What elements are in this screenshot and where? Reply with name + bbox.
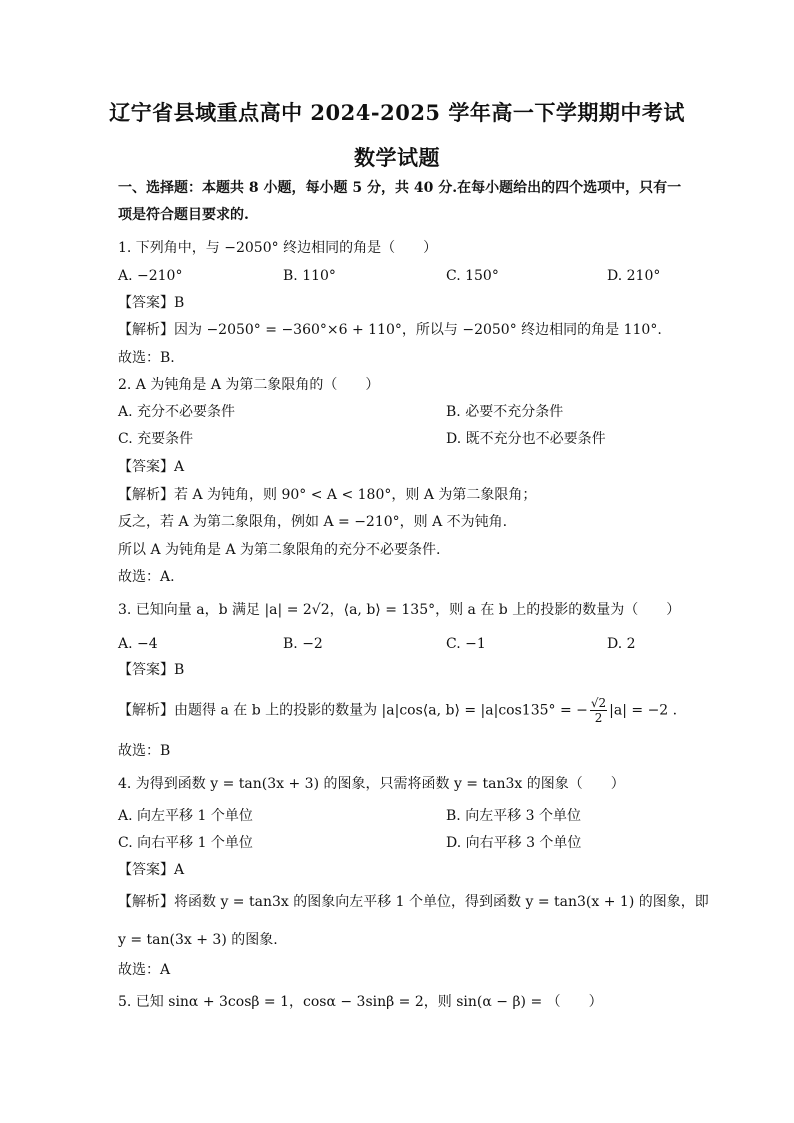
q2-option-c: C. 充要条件	[118, 431, 194, 447]
q2-option-a: A. 充分不必要条件	[118, 404, 236, 420]
q2-analysis-2: 反之，若 A 为第二象限角，例如 A = −210°，则 A 不为钝角.	[118, 514, 508, 530]
q4-analysis-2: y = tan(3x + 3) 的图象.	[118, 932, 278, 948]
q2-analysis-3: 所以 A 为钝角是 A 为第二象限角的充分不必要条件.	[118, 542, 441, 558]
section-heading-line1: 一、选择题：本题共 8 小题，每小题 5 分，共 40 分.在每小题给出的四个选项中，只有一	[118, 180, 682, 196]
q2-stem: 2. A 为钝角是 A 为第二象限角的（ ）	[118, 377, 380, 393]
q4-option-a: A. 向左平移 1 个单位	[118, 808, 253, 824]
q4-option-c: C. 向右平移 1 个单位	[118, 835, 253, 851]
q1-option-a: A. −210°	[118, 268, 183, 284]
q3-analysis-text: 【解析】由题得 a 在 b 上的投影的数量为 |a|cos⟨a, b⟩ = |a|cos135° = −	[118, 702, 588, 719]
q3-analysis	[118, 696, 677, 725]
q1-answer: 【答案】B	[118, 295, 185, 311]
exam-title: 辽宁省县域重点高中 2024-2025 学年高一下学期期中考试	[109, 100, 685, 125]
q3-option-a: A. −4	[118, 636, 158, 652]
q4-stem: 4. 为得到函数 y = tan(3x + 3) 的图象，只需将函数 y = tan3x 的图象（ ）	[118, 776, 625, 792]
q1-option-d: D. 210°	[607, 268, 661, 284]
q4-option-b: B. 向左平移 3 个单位	[446, 808, 581, 824]
q1-conclusion: 故选：B.	[118, 350, 175, 366]
q5-stem: 5. 已知 sinα + 3cosβ = 1，cosα − 3sinβ = 2，则 sin(α − β) = （ ）	[118, 994, 603, 1010]
q4-option-d: D. 向右平移 3 个单位	[446, 835, 582, 851]
q3-option-c: C. −1	[446, 636, 486, 652]
q2-conclusion: 故选：A.	[118, 569, 175, 585]
q3-option-d: D. 2	[607, 636, 636, 652]
q3-conclusion: 故选：B	[118, 743, 171, 759]
q1-stem: 1. 下列角中，与 −2050° 终边相同的角是（ ）	[118, 240, 438, 256]
q2-analysis-1: 【解析】若 A 为钝角，则 90° < A < 180°，则 A 为第二象限角；	[118, 487, 537, 503]
q3-stem: 3. 已知向量 a，b 满足 |a| = 2√2，⟨a, b⟩ = 135°，则 a 在 b 上的投影的数量为（ ）	[118, 602, 681, 618]
q3-option-b: B. −2	[283, 636, 323, 652]
q1-option-c: C. 150°	[446, 268, 499, 284]
q3-fraction-denominator: 2	[594, 711, 603, 725]
q3-fraction	[590, 696, 607, 725]
section-heading-line2: 项是符合题目要求的.	[118, 207, 249, 223]
q2-option-d: D. 既不充分也不必要条件	[446, 431, 606, 447]
q1-option-b: B. 110°	[283, 268, 336, 284]
q3-answer: 【答案】B	[118, 662, 185, 678]
q3-fraction-numerator: √2	[590, 696, 607, 710]
q4-analysis-1: 【解析】将函数 y = tan3x 的图象向左平移 1 个单位，得到函数 y = tan3(x + 1) 的图象，即	[118, 894, 709, 910]
q1-analysis: 【解析】因为 −2050° = −360°×6 + 110°，所以与 −2050° 终边相同的角是 110°.	[118, 322, 662, 338]
exam-subtitle: 数学试题	[354, 145, 440, 170]
q2-option-b: B. 必要不充分条件	[446, 404, 564, 420]
q4-answer: 【答案】A	[118, 862, 185, 878]
q2-answer: 【答案】A	[118, 459, 185, 475]
q3-analysis-tail: |a| = −2 .	[609, 702, 678, 719]
q4-conclusion: 故选：A	[118, 962, 171, 978]
